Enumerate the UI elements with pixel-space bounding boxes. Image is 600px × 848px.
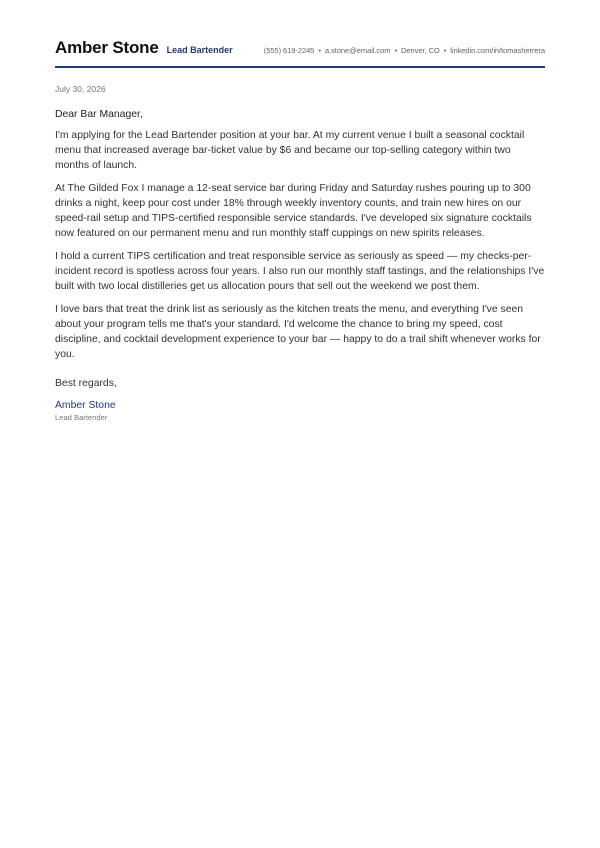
- letter-header: [55, 38, 545, 68]
- body-paragraph-1: I'm applying for the Lead Bartender position at your bar. At my current venue I built a seasonal cocktail menu that increased average bar-ticket value by $6 and became our top-selling category within two months of launch.: [55, 130, 525, 171]
- salutation: Dear Bar Manager,: [55, 109, 143, 120]
- signature-title: Lead Bartender: [55, 413, 108, 422]
- body-paragraph-2: At The Gilded Fox I manage a 12-seat service bar during Friday and Saturday rushes pouring up to 300 drinks a night, keep pour cost under 18% through weekly inventory counts, and train new hires on our speed-rail setup and TIPS-certified responsible service standards. I've developed six signature cocktails now featured on our permanent menu and run monthly staff cuppings on new spirits releases.: [55, 183, 532, 239]
- applicant-name: Amber Stone: [55, 38, 159, 57]
- contact-email[interactable]: a.stone@email.com: [324, 46, 391, 55]
- contact-info: [264, 46, 545, 55]
- body-paragraph-3: I hold a current TIPS certification and treat responsible service as seriously as speed — my checks-per-incident record is spotless across four years. I also run our monthly staff tastings, and the relationships I've built with two local distilleries get us allocation pours that sell out the weekend we post them.: [55, 251, 545, 292]
- applicant-role: Lead Bartender: [166, 45, 233, 55]
- signature-name: Amber Stone: [55, 400, 116, 411]
- contact-phone: (555) 619-2245: [263, 46, 315, 55]
- cover-letter-page: [55, 38, 545, 422]
- contact-location: Denver, CO: [401, 46, 440, 55]
- closing: Best regards,: [55, 378, 117, 389]
- contact-separator: •: [318, 46, 321, 55]
- body-paragraph-4: I love bars that treat the drink list as seriously as the kitchen treats the menu, and everything I've seen about your program tells me that's your standard. I'd welcome the chance to bring my speed, cost discipline, and cocktail development experience to your bar — happy to do a trail shift whenever works for you.: [55, 304, 541, 360]
- contact-separator: •: [443, 46, 447, 55]
- letter-date: July 30, 2026: [55, 84, 106, 94]
- contact-linkedin[interactable]: linkedin.com/in/tomasherrera: [450, 46, 545, 55]
- contact-separator: •: [394, 46, 398, 55]
